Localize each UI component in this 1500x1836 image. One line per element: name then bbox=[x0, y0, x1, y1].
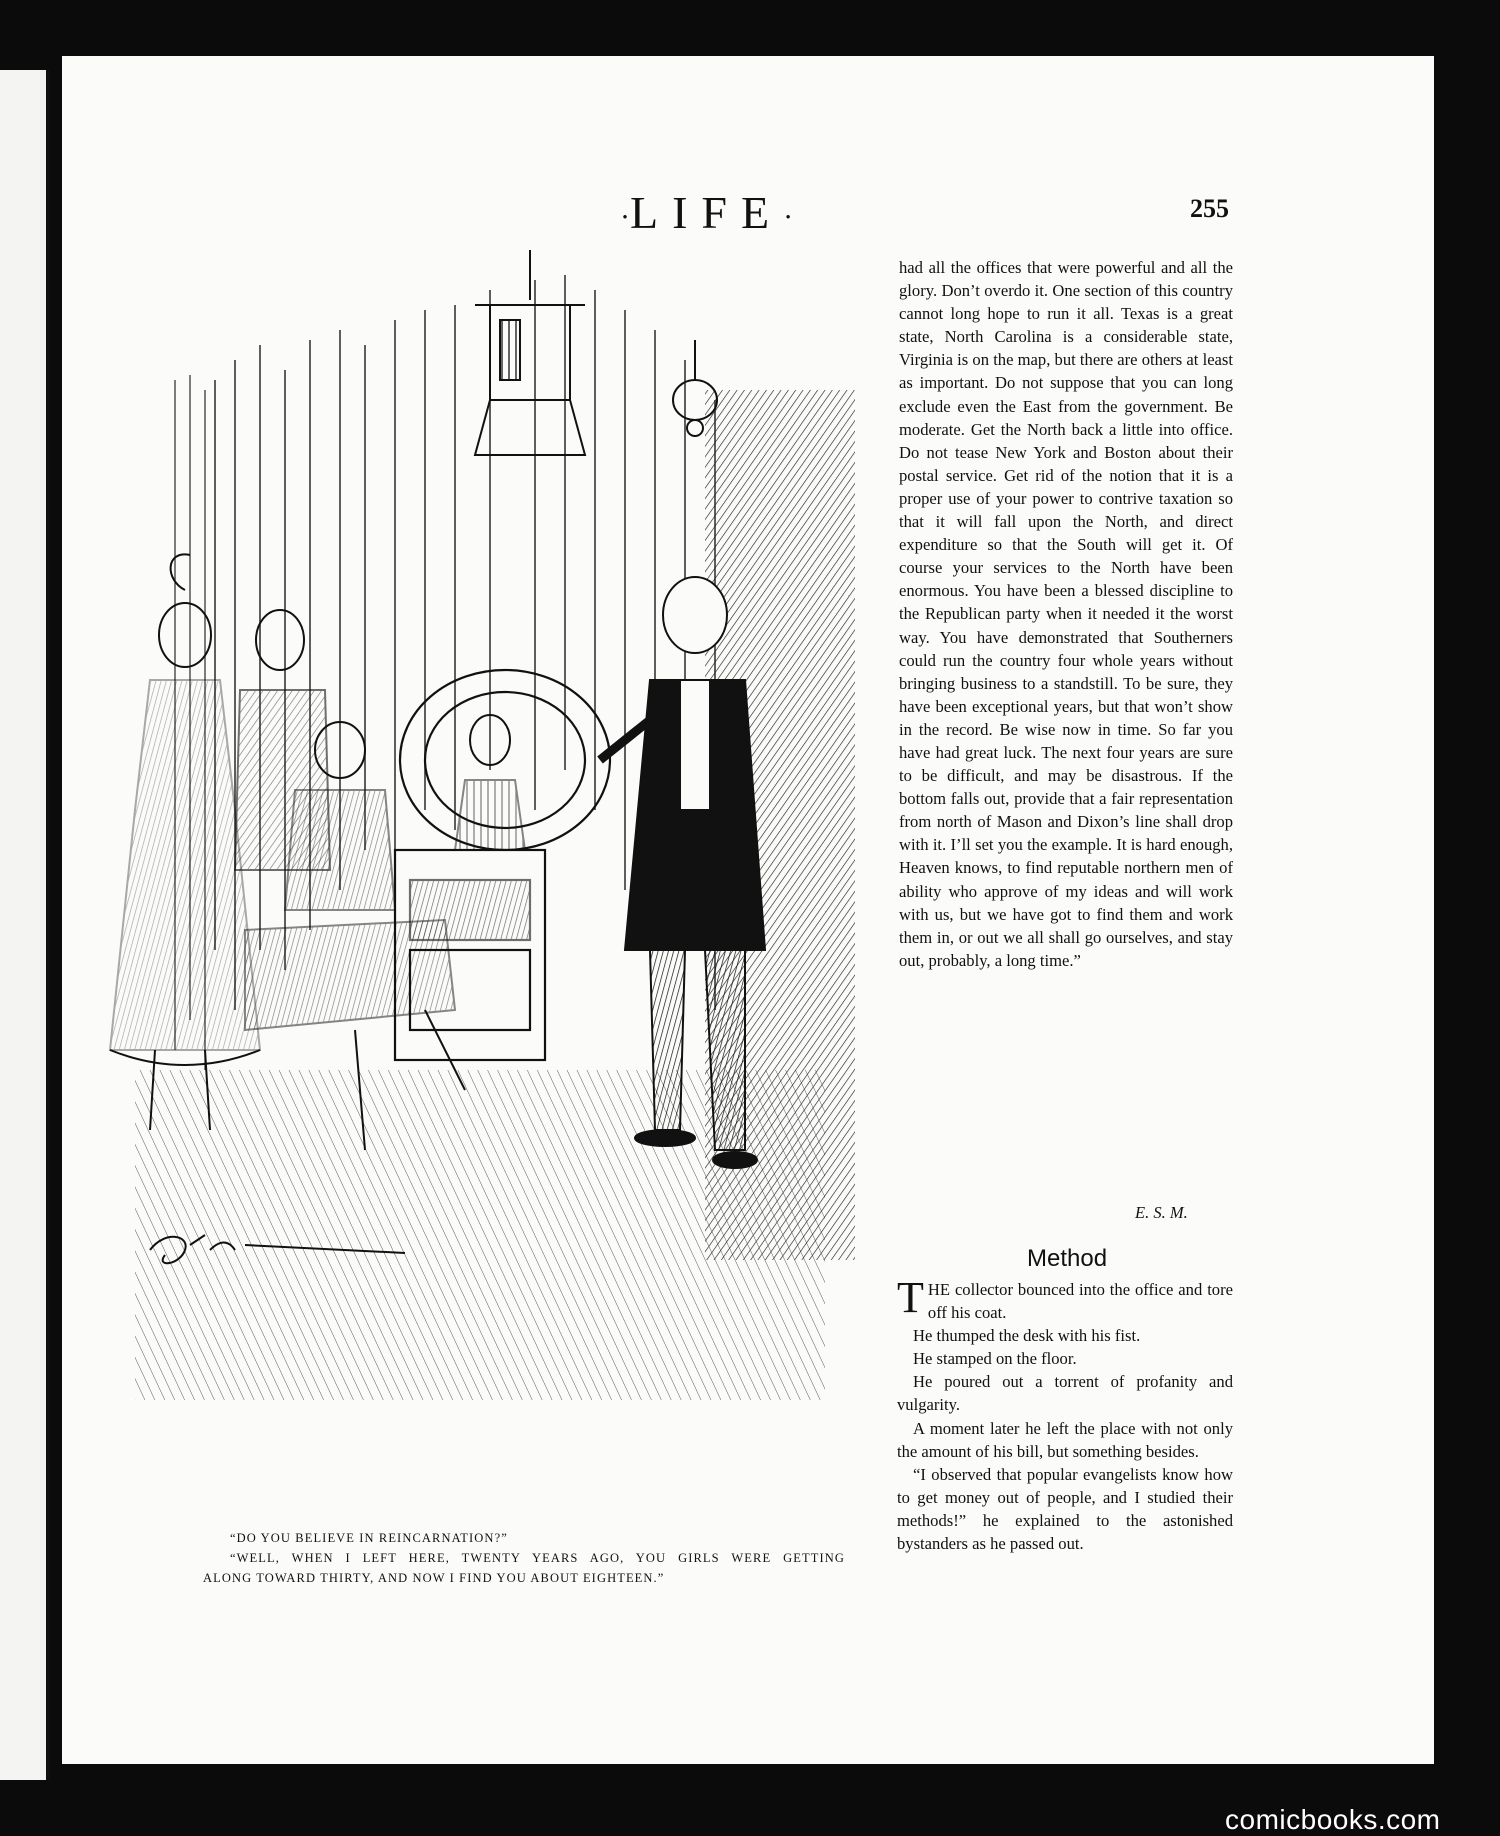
method-paragraph-5: A moment later he left the place with not only the amount of his bill, but something besides. bbox=[897, 1418, 1233, 1461]
method-paragraph-6: “I observed that popular evangelists know how to get money out of people, and I studied their methods!” he explained to the astonished bystanders as he passed out. bbox=[897, 1464, 1233, 1554]
method-article bbox=[897, 1273, 1233, 1555]
method-paragraph-1-text: HE collector bounced into the office and tore off his coat. bbox=[927, 1280, 1233, 1323]
title-dot-right: · bbox=[783, 200, 794, 234]
title-text: LIFE bbox=[630, 187, 784, 238]
cartoon-illustration bbox=[95, 250, 875, 1495]
magazine-title bbox=[620, 186, 793, 239]
caption-line-answer-continued: ALONG TOWARD THIRTY, AND NOW I FIND YOU ABOUT EIGHTEEN.” bbox=[203, 1571, 665, 1585]
method-paragraph-2: He thumped the desk with his fist. bbox=[913, 1326, 1141, 1346]
method-paragraph-3: He stamped on the floor. bbox=[913, 1349, 1077, 1369]
caption-line-question: “DO YOU BELIEVE IN REINCARNATION?” bbox=[230, 1531, 508, 1545]
title-dot-left: · bbox=[620, 200, 630, 234]
method-paragraph-4: He poured out a torrent of profanity and vulgarity. bbox=[897, 1372, 1233, 1415]
editorial-column bbox=[899, 256, 1233, 972]
facing-page-edge bbox=[0, 70, 50, 1780]
method-heading: Method bbox=[1027, 1245, 1108, 1272]
method-paragraph-1 bbox=[897, 1273, 1233, 1324]
watermark: comicbooks.com bbox=[1225, 1804, 1441, 1835]
caption-line-answer: “WELL, WHEN I LEFT HERE, TWENTY YEARS AGO, YOU GIRLS WERE GETTING bbox=[230, 1551, 845, 1565]
cartoon-caption bbox=[205, 1528, 845, 1588]
drop-cap: T bbox=[897, 1273, 924, 1322]
editorial-signature: E. S. M. bbox=[1135, 1203, 1188, 1222]
editorial-body: had all the offices that were powerful and all the glory. Don’t overdo it. One section of this country cannot long hope to run it all. Texas is a great state, North Carolina is a considerable state, Virginia is on the map, but there are others at least as important. Do not suppose that you can long exclude even the East from the government. Be moderate. Get the North back a little into office. Do not tease New York and Boston about their postal service. Get rid of the notion that it is a proper use of your power to contrive taxation so that it will fall upon the North, and direct expenditure so that the South will get it. Of course your services to the North have been enormous. You have been a blessed discipline to the Republican party when it needed it the worst way. You have demonstrated that Southerners could run the country four whole years without bringing business to a standstill. To be sure, they have been exceptional years, but that won’t show in the record. Be wise now in time. So far you have had great luck. The next four years are sure to be difficult, and may be disastrous. If the bottom falls out, provide that a fair representation from north of Mason and Dixon’s line shall drop with it. I’ll set you the example. It is hard enough, Heaven knows, to find reputable northern men of ability who approve of my ideas and will work with us, but we have got to find them and work them in, or out we all shall go ourselves, and stay out, probably, a long time.” bbox=[899, 258, 1233, 970]
hanging-lantern bbox=[475, 250, 585, 455]
page-number: 255 bbox=[1190, 194, 1229, 223]
